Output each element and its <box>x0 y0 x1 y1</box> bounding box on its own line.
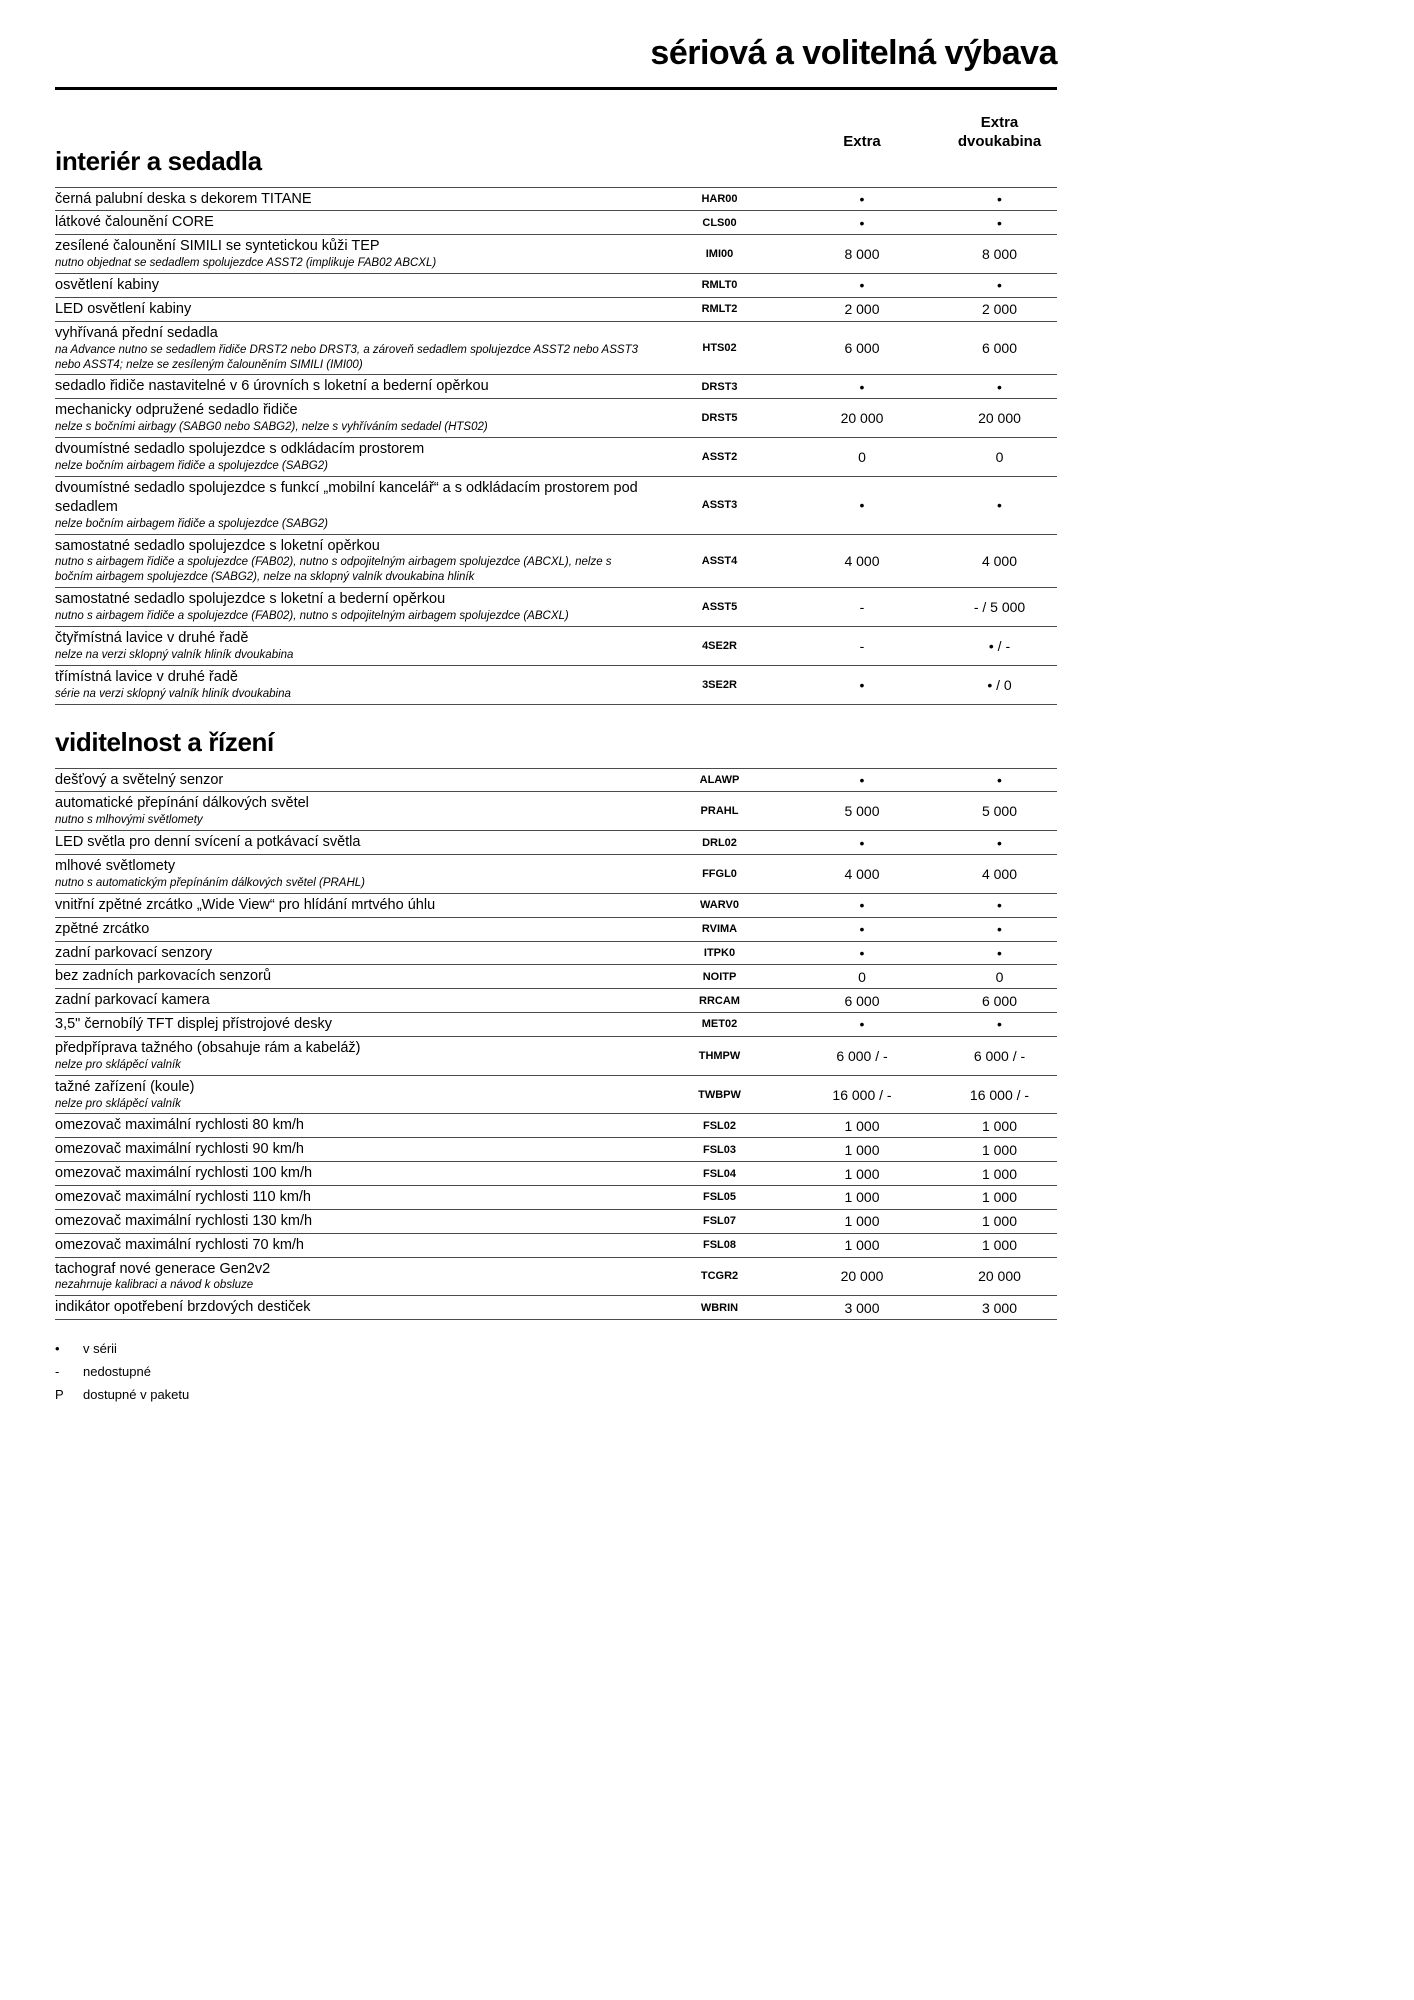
row-name-cell <box>55 944 657 963</box>
row-extra-value: 1 000 <box>844 1213 880 1230</box>
row-name: osvětlení kabiny <box>55 277 159 294</box>
column-header-extra: Extra <box>843 132 881 150</box>
row-name-cell <box>55 1212 657 1231</box>
row-extra-value: 3 000 <box>844 1299 880 1316</box>
column-header-extra-dvoukabina: Extra dvoukabina <box>957 114 1042 150</box>
row-name-cell <box>55 479 657 532</box>
row-extra-value: • <box>859 497 865 514</box>
row-name-cell <box>55 896 657 915</box>
row-name: omezovač maximální rychlosti 100 km/h <box>55 1165 313 1182</box>
table-row <box>55 1210 1057 1234</box>
row-name-cell <box>55 1039 657 1073</box>
table-row <box>55 588 1057 627</box>
legend-symbol: • <box>55 1341 60 1357</box>
row-name: sedadlo řidiče nastavitelné v 6 úrovních s loketní a bederní opěrkou <box>55 378 489 395</box>
row-name-cell <box>55 1298 657 1317</box>
row-code: FSL04 <box>702 1167 736 1180</box>
table-row <box>55 535 1057 589</box>
table-row <box>55 438 1057 477</box>
row-code: FSL03 <box>702 1143 736 1156</box>
legend <box>55 1338 1057 1406</box>
table-row <box>55 1138 1057 1162</box>
legend-text: dostupné v paketu <box>83 1386 190 1402</box>
row-extra-value: 20 000 <box>840 1268 884 1285</box>
table-row <box>55 375 1057 399</box>
row-extra-dvoukabina-value: • <box>997 191 1002 208</box>
row-extra-value: • <box>859 944 865 961</box>
row-extra-value: • <box>859 378 865 395</box>
table-row <box>55 918 1057 942</box>
row-extra-value: • <box>859 834 865 851</box>
row-name: vyhřívaná přední sedadla <box>55 324 218 341</box>
table-row <box>55 855 1057 894</box>
table-row <box>55 1114 1057 1138</box>
row-extra-dvoukabina-value: 2 000 <box>981 301 1018 318</box>
row-name-cell <box>55 1164 657 1183</box>
row-name: vnitřní zpětné zrcátko „Wide View“ pro hlídání mrtvého úhlu <box>55 896 436 913</box>
row-extra-dvoukabina-value: 1 000 <box>981 1213 1018 1230</box>
row-name-cell <box>55 237 657 271</box>
row-name: dvoumístné sedadlo spolujezdce s funkcí „mobilní kancelář“ a s odkládacím prostorem pod sedadlem <box>55 479 638 515</box>
row-name-cell <box>55 967 657 986</box>
row-extra-dvoukabina-value: • <box>997 897 1002 914</box>
row-extra-value: 0 <box>858 448 866 465</box>
row-note: nutno s airbagem řidiče a spolujezdce (FAB02), nutno s odpojitelným airbagem spolujezdce (ABCXL), nelze s bočním airbagem spolujezdce (SABG2), nelze na sklopný valník dvoukabina hliník <box>55 556 612 584</box>
row-extra-dvoukabina-value: 1 000 <box>981 1237 1018 1254</box>
row-extra-value: • <box>859 676 865 693</box>
table-row <box>55 1037 1057 1076</box>
row-extra-dvoukabina-value: • <box>997 944 1002 961</box>
table-row <box>55 831 1057 855</box>
row-name: omezovač maximální rychlosti 80 km/h <box>55 1117 304 1134</box>
row-extra-dvoukabina-value: 8 000 <box>981 246 1018 263</box>
row-name: LED světla pro denní svícení a potkávací světla <box>55 834 361 851</box>
row-code: TWBPW <box>698 1088 741 1101</box>
row-extra-dvoukabina-value: 3 000 <box>981 1299 1018 1316</box>
row-name-cell <box>55 276 657 295</box>
row-name: LED osvětlení kabiny <box>55 300 192 317</box>
row-code: RMLT0 <box>701 279 738 292</box>
row-name-cell <box>55 1116 657 1135</box>
row-name: tažné zařízení (koule) <box>55 1078 195 1095</box>
row-extra-value: 6 000 <box>844 992 880 1009</box>
row-note: nutno s airbagem řidiče a spolujezdce (FAB02), nutno s odpojitelným airbagem spolujezdce (ABCXL) <box>55 610 569 623</box>
row-name: samostatné sedadlo spolujezdce s loketní a bederní opěrkou <box>55 591 446 608</box>
row-code: DRST5 <box>701 412 738 425</box>
row-code: PRAHL <box>700 805 739 818</box>
row-extra-dvoukabina-value: 1 000 <box>981 1189 1018 1206</box>
row-name: mlhové světlomety <box>55 858 176 875</box>
table-row <box>55 1186 1057 1210</box>
row-extra-value: 16 000 / - <box>832 1086 892 1103</box>
table-row <box>55 1258 1057 1297</box>
row-extra-value: • <box>859 1016 865 1033</box>
row-extra-dvoukabina-value: 6 000 <box>981 992 1018 1009</box>
row-code: 3SE2R <box>702 678 737 691</box>
row-code: MET02 <box>701 1018 738 1031</box>
row-name-cell <box>55 1236 657 1255</box>
row-extra-dvoukabina-value: 5 000 <box>981 803 1018 820</box>
row-name-cell <box>55 537 657 586</box>
row-note: nutno s mlhovými světlomety <box>55 814 203 827</box>
row-extra-dvoukabina-value: 1 000 <box>981 1117 1018 1134</box>
row-name: omezovač maximální rychlosti 70 km/h <box>55 1236 304 1253</box>
row-name: 3,5" černobílý TFT displej přístrojové desky <box>55 1016 333 1033</box>
row-code: ASST5 <box>701 601 738 614</box>
document-page <box>55 0 1057 1406</box>
row-name-cell <box>55 1140 657 1159</box>
row-extra-dvoukabina-value: • <box>997 277 1002 294</box>
row-note: nelze bočním airbagem řidiče a spolujezdce (SABG2) <box>55 459 328 472</box>
row-extra-value: 1 000 <box>844 1165 880 1182</box>
table-row <box>55 1162 1057 1186</box>
row-name: samostatné sedadlo spolujezdce s loketní opěrkou <box>55 537 380 554</box>
section-table <box>55 768 1057 1321</box>
row-code: FSL02 <box>702 1119 736 1132</box>
legend-item <box>55 1384 1057 1407</box>
table-row <box>55 477 1057 535</box>
row-name-cell <box>55 440 657 474</box>
row-extra-dvoukabina-value: 4 000 <box>981 552 1018 569</box>
row-code: FSL05 <box>702 1191 736 1204</box>
row-note: nezahrnuje kalibraci a návod k obsluze <box>55 1279 254 1292</box>
row-extra-dvoukabina-value: 4 000 <box>981 865 1018 882</box>
row-note: nelze pro sklápěcí valník <box>55 1058 181 1071</box>
row-extra-value: 1 000 <box>844 1141 880 1158</box>
row-name-cell <box>55 190 657 209</box>
row-name: třímístná lavice v druhé řadě <box>55 668 238 685</box>
table-row <box>55 989 1057 1013</box>
row-note: nelze s bočními airbagy (SABG0 nebo SABG2), nelze s vyhříváním sedadel (HTS02) <box>55 421 488 434</box>
row-name: dvoumístné sedadlo spolujezdce s odkládacím prostorem <box>55 441 425 458</box>
row-extra-value: • <box>859 191 865 208</box>
row-note: série na verzi sklopný valník hliník dvoukabina <box>55 687 291 700</box>
row-extra-dvoukabina-value: 0 <box>995 448 1004 465</box>
row-extra-value: 6 000 <box>844 340 880 357</box>
row-name: omezovač maximální rychlosti 130 km/h <box>55 1212 313 1229</box>
table-row <box>55 1296 1057 1320</box>
row-extra-dvoukabina-value: • <box>997 214 1002 231</box>
row-extra-value: 2 000 <box>844 301 880 318</box>
row-code: WARV0 <box>700 899 739 912</box>
row-code: ASST3 <box>701 499 738 512</box>
row-extra-value: 4 000 <box>844 552 880 569</box>
table-row <box>55 274 1057 298</box>
row-extra-value: • <box>859 277 865 294</box>
row-extra-dvoukabina-value: 20 000 <box>978 410 1021 427</box>
table-row <box>55 298 1057 322</box>
row-name-cell <box>55 668 657 702</box>
row-code: RMLT2 <box>701 303 738 316</box>
equipment-section <box>55 146 1057 705</box>
row-code: 4SE2R <box>702 639 737 652</box>
row-extra-dvoukabina-value: 6 000 / - <box>973 1047 1026 1064</box>
row-code: RRCAM <box>699 994 740 1007</box>
row-note: nelze na verzi sklopný valník hliník dvoukabina <box>55 648 294 661</box>
row-name: zpětné zrcátko <box>55 920 150 937</box>
table-row <box>55 1013 1057 1037</box>
row-code: CLS00 <box>702 216 737 229</box>
row-name-cell <box>55 1260 657 1294</box>
row-extra-value: - <box>859 599 865 616</box>
row-extra-dvoukabina-value: • <box>997 497 1002 514</box>
row-extra-dvoukabina-value: • <box>997 1016 1002 1033</box>
table-row <box>55 792 1057 831</box>
row-name-cell <box>55 991 657 1010</box>
legend-symbol: P <box>55 1386 64 1402</box>
row-note: nelze pro sklápěcí valník <box>55 1097 181 1110</box>
row-name: zadní parkovací kamera <box>55 992 210 1009</box>
row-note: nutno objednat se sedadlem spolujezdce ASST2 (implikuje FAB02 ABCXL) <box>55 257 437 270</box>
table-row <box>55 322 1057 376</box>
row-extra-dvoukabina-value: • <box>997 378 1002 395</box>
row-name-cell <box>55 590 657 624</box>
table-row <box>55 399 1057 438</box>
row-extra-dvoukabina-value: 0 <box>995 968 1004 985</box>
row-extra-value: 0 <box>858 968 866 985</box>
row-name-cell <box>55 1188 657 1207</box>
row-name-cell <box>55 629 657 663</box>
row-code: ITPK0 <box>703 946 736 959</box>
row-code: FSL08 <box>702 1239 736 1252</box>
legend-item <box>55 1361 1057 1384</box>
row-extra-value: • <box>859 771 865 788</box>
row-extra-dvoukabina-value: • <box>997 771 1002 788</box>
row-name-cell <box>55 857 657 891</box>
row-name-cell <box>55 1078 657 1112</box>
row-extra-dvoukabina-value: • / 0 <box>987 676 1012 693</box>
row-name-cell <box>55 920 657 939</box>
row-code: FSL07 <box>702 1215 736 1228</box>
row-extra-value: • <box>859 921 865 938</box>
row-code: TCGR2 <box>700 1270 739 1283</box>
row-extra-value: 20 000 <box>840 410 884 427</box>
row-extra-value: 1 000 <box>844 1237 880 1254</box>
row-extra-dvoukabina-value: 16 000 / - <box>969 1086 1030 1103</box>
table-row <box>55 965 1057 989</box>
row-code: FFGL0 <box>702 867 737 880</box>
row-extra-value: 6 000 / - <box>836 1047 888 1064</box>
row-name-cell <box>55 794 657 828</box>
row-name: tachograf nové generace Gen2v2 <box>55 1260 271 1277</box>
row-note: nelze bočním airbagem řidiče a spolujezdce (SABG2) <box>55 517 328 530</box>
row-name: dešťový a světelný senzor <box>55 771 224 788</box>
table-row <box>55 235 1057 274</box>
row-code: ASST4 <box>701 554 738 567</box>
sections <box>55 146 1057 1321</box>
table-row <box>55 1234 1057 1258</box>
row-code: IMI00 <box>705 248 734 261</box>
page-title: sériová a volitelná výbava <box>55 34 1057 90</box>
row-note: na Advance nutno se sedadlem řidiče DRST2 nebo DRST3, a zároveň sedadlem spolujezdce ASST2 nebo ASST3 nebo ASST4; nelze se zesíleným čalouněním SIMILI (IMI00) <box>55 343 638 371</box>
legend-text: nedostupné <box>83 1363 151 1379</box>
table-row <box>55 769 1057 793</box>
table-row <box>55 666 1057 705</box>
row-extra-dvoukabina-value: • / - <box>988 637 1011 654</box>
table-row <box>55 942 1057 966</box>
row-extra-value: • <box>859 897 865 914</box>
row-extra-dvoukabina-value: 20 000 <box>978 1268 1021 1285</box>
row-extra-value: - <box>859 637 865 654</box>
row-name: indikátor opotřebení brzdových destiček <box>55 1299 311 1316</box>
row-extra-value: 8 000 <box>844 246 880 263</box>
row-name-cell <box>55 377 657 396</box>
row-name-cell <box>55 1015 657 1034</box>
section-heading: interiér a sedadla <box>55 145 262 176</box>
row-name: automatické přepínání dálkových světel <box>55 795 309 812</box>
table-row <box>55 1076 1057 1115</box>
row-name: mechanicky odpružené sedadlo řidiče <box>55 402 298 419</box>
row-name-cell <box>55 300 657 319</box>
table-row <box>55 188 1057 212</box>
row-name: bez zadních parkovacích senzorů <box>55 968 272 985</box>
equipment-section <box>55 727 1057 1321</box>
section-heading: viditelnost a řízení <box>55 726 274 757</box>
row-name: černá palubní deska s dekorem TITANE <box>55 190 312 207</box>
row-name: čtyřmístná lavice v druhé řadě <box>55 630 249 646</box>
table-row <box>55 627 1057 666</box>
row-name-cell <box>55 213 657 232</box>
row-name: předpříprava tažného (obsahuje rám a kabeláž) <box>55 1039 361 1056</box>
row-extra-dvoukabina-value: • <box>997 921 1002 938</box>
row-extra-value: • <box>859 214 865 231</box>
row-extra-value: 1 000 <box>844 1117 880 1134</box>
row-code: DRL02 <box>702 836 737 849</box>
row-name: zadní parkovací senzory <box>55 944 213 961</box>
row-code: RVIMA <box>701 923 738 936</box>
row-code: ALAWP <box>699 773 740 786</box>
legend-item <box>55 1338 1057 1361</box>
row-extra-dvoukabina-value: - / 5 000 <box>973 599 1026 616</box>
row-code: DRST3 <box>701 380 738 393</box>
row-name-cell <box>55 833 657 852</box>
row-extra-dvoukabina-value: • <box>997 834 1002 851</box>
row-name-cell <box>55 401 657 435</box>
section-table <box>55 187 1057 705</box>
row-name-cell <box>55 324 657 373</box>
legend-text: v sérii <box>83 1341 117 1357</box>
row-extra-dvoukabina-value: 1 000 <box>981 1141 1018 1158</box>
table-row <box>55 211 1057 235</box>
table-row <box>55 894 1057 918</box>
row-name: látkové čalounění CORE <box>55 214 214 231</box>
row-code: NOITP <box>702 970 737 983</box>
row-code: HTS02 <box>702 342 737 355</box>
row-name-cell <box>55 771 657 790</box>
legend-symbol: - <box>55 1363 60 1379</box>
row-note: nutno s automatickým přepínáním dálkových světel (PRAHL) <box>55 876 365 889</box>
row-name: zesílené čalounění SIMILI se syntetickou kůži TEP <box>55 238 380 255</box>
row-name: omezovač maximální rychlosti 90 km/h <box>55 1141 304 1158</box>
row-extra-dvoukabina-value: 6 000 <box>981 340 1018 357</box>
row-code: THMPW <box>698 1049 741 1062</box>
row-extra-value: 1 000 <box>844 1189 880 1206</box>
row-code: WBRIN <box>700 1301 739 1314</box>
row-extra-value: 4 000 <box>844 865 880 882</box>
row-extra-dvoukabina-value: 1 000 <box>981 1165 1018 1182</box>
row-code: ASST2 <box>701 450 738 463</box>
row-extra-value: 5 000 <box>844 803 880 820</box>
row-name: omezovač maximální rychlosti 110 km/h <box>55 1188 311 1205</box>
row-code: HAR00 <box>701 193 738 206</box>
